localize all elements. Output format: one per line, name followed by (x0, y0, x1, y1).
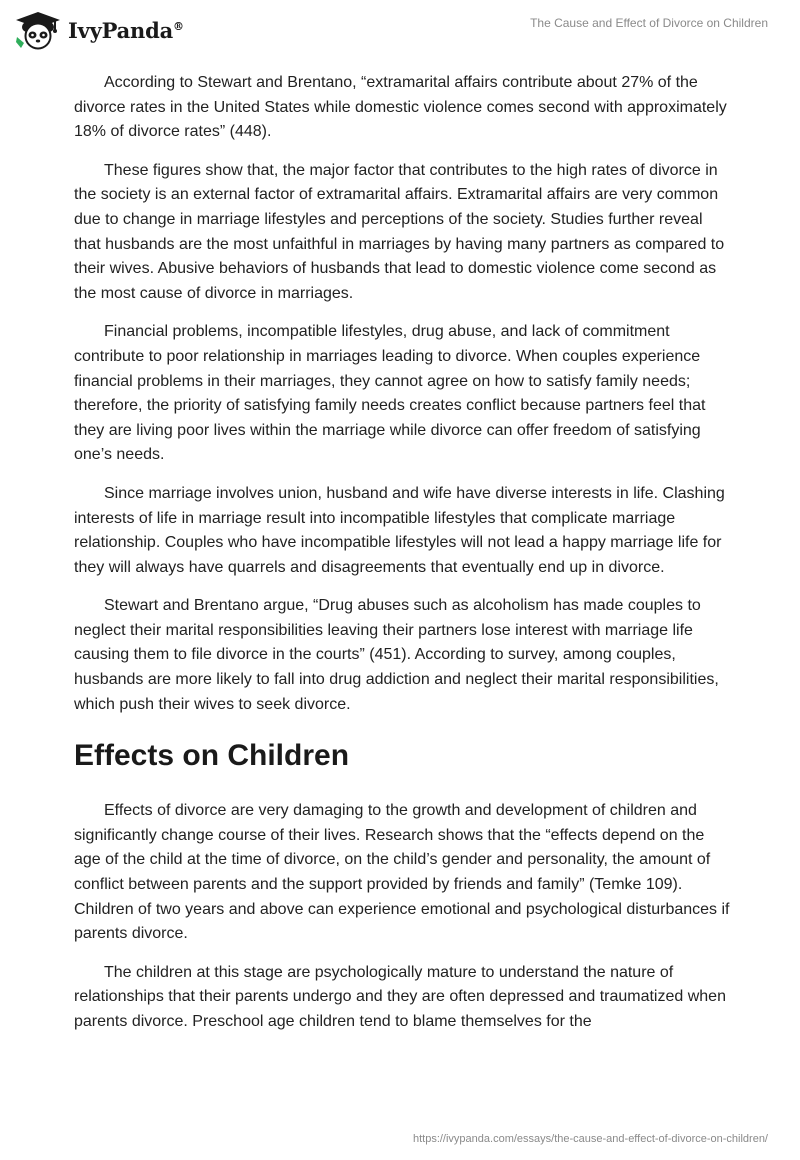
section-heading: Effects on Children (74, 739, 350, 773)
page-header (0, 0, 800, 60)
body-paragraph: According to Stewart and Brentano, “extramarital affairs contribute about 27% of the divorce rates in the United States while domestic violence comes second with approximately 18% of divorce rates” (448). (74, 74, 727, 141)
brand-name: IvyPanda® (68, 17, 184, 43)
body-paragraph: Since marriage involves union, husband and wife have diverse interests in life. Clashing interests of life in marriage result into incompatible lifestyles that complicate marriage relationship. Couples who have incompatible lifestyles will not lead a happy marriage life for they will always have quarrels and disagreements that eventually end up in divorce. (74, 484, 725, 576)
essay-content (74, 71, 730, 1049)
body-paragraph: The children at this stage are psychologically mature to understand the nature of relationships that their parents undergo and they are often depressed and traumatized when parents divorce. Preschool age children tend to blame themselves for the (74, 963, 726, 1030)
body-paragraph: Effects of divorce are very damaging to the growth and development of children and significantly change course of their lives. Research shows that the “effects depend on the age of the child at the time of divorce, on the child’s gender and personality, the amount of conflict between parents and the support provided by friends and family” (Temke 109). Children of two years and above can experience emotional and psychological disturbances if parents divorce. (74, 802, 730, 943)
body-paragraph: Financial problems, incompatible lifestyles, drug abuse, and lack of commitment contribute to poor relationship in marriages leading to divorce. When couples experience financial problems in their marriages, they cannot agree on how to satisfy family needs; therefore, the priority of satisfying family needs creates conflict because partners feel that they are living poor lives within the marriage while divorce can offer freedom of satisfying one’s needs. (74, 323, 706, 464)
ivypanda-logo[interactable] (14, 10, 184, 50)
panda-graduate-icon (14, 10, 62, 50)
document-title: The Cause and Effect of Divorce on Children (530, 16, 768, 30)
source-url[interactable]: https://ivypanda.com/essays/the-cause-and-effect-of-divorce-on-children/ (412, 1133, 768, 1145)
body-paragraph: These figures show that, the major factor that contributes to the high rates of divorce in the society is an external factor of extramarital affairs. Extramarital affairs are very common due to change in marriage lifestyles and perceptions of the society. Studies further reveal that husbands are the most unfaithful in marriages by having many partners as compared to their wives. Abusive behaviors of husbands that lead to domestic violence come second as the most cause of divorce in marriages. (74, 161, 725, 302)
body-paragraph: Stewart and Brentano argue, “Drug abuses such as alcoholism has made couples to neglect their marital responsibilities leaving their partners lose interest with marriage life causing them to file divorce in the courts” (451). According to survey, among couples, husbands are more likely to fall into drug addiction and neglect their marital responsibilities, which push their wives to seek divorce. (74, 597, 719, 713)
